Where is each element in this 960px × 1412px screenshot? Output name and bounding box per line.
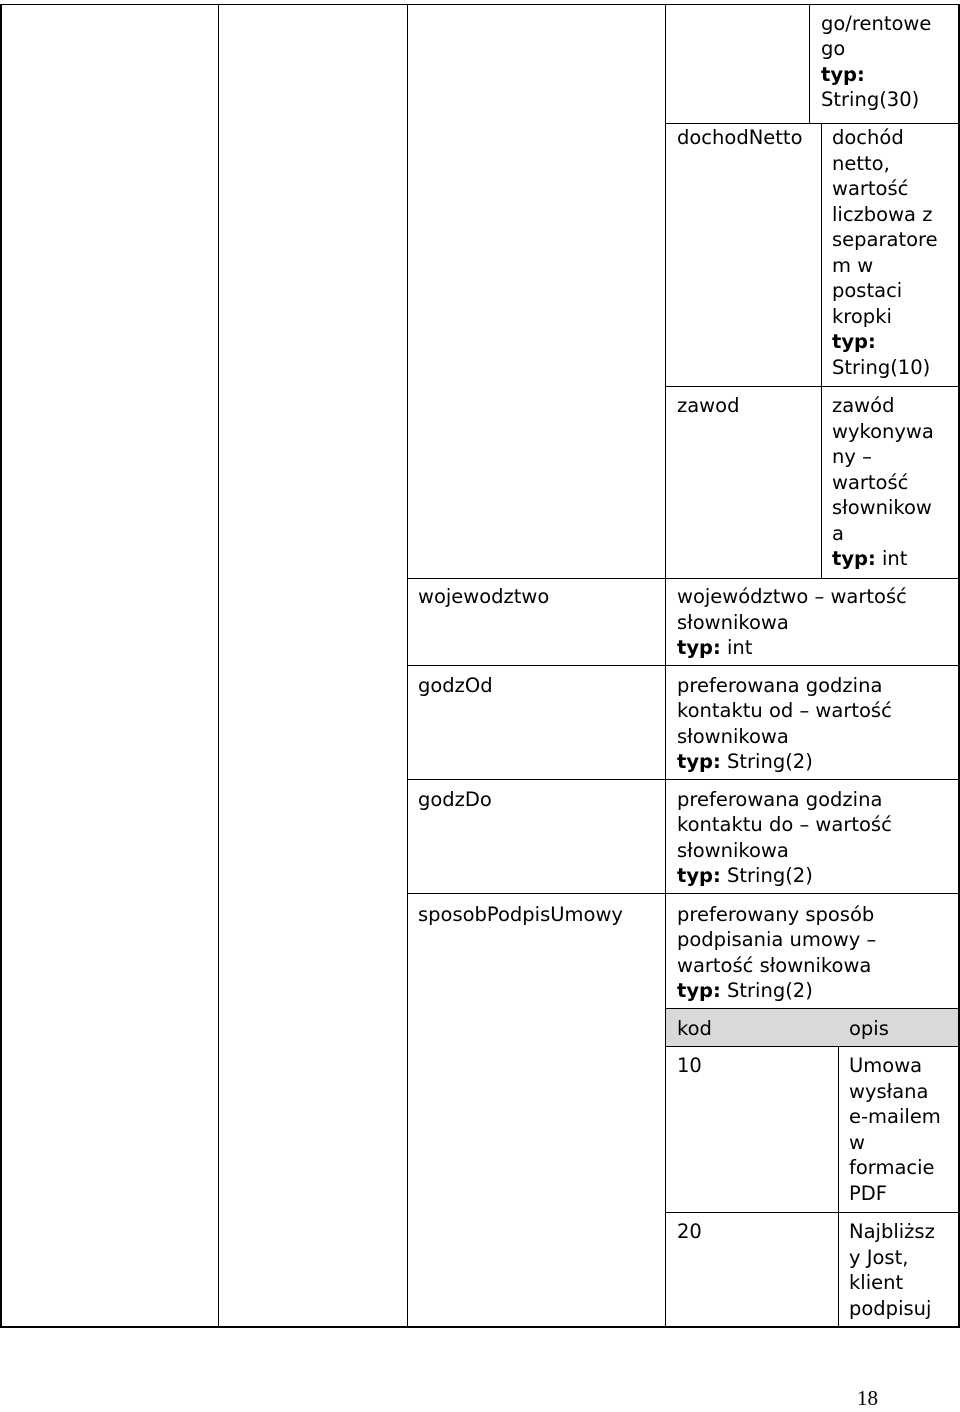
field-desc: liczbowa z	[832, 203, 933, 226]
field-desc: zawód	[832, 394, 895, 417]
field-desc: wykonywa	[832, 420, 934, 443]
type-value-text: int	[882, 547, 908, 570]
field-desc: preferowana godzina	[677, 674, 883, 697]
grid-line	[407, 665, 960, 666]
field-desc: województwo – wartość	[677, 585, 907, 608]
code-desc: PDF	[849, 1182, 887, 1205]
type-label: typ:	[677, 750, 721, 773]
type-value	[677, 635, 752, 661]
grid-line	[407, 578, 960, 579]
field-name: dochodNetto	[677, 126, 803, 149]
code-desc: e-mailem	[849, 1105, 941, 1128]
page-number: 18	[857, 1386, 878, 1410]
field-name: godzDo	[418, 788, 492, 811]
field-desc: ny –	[832, 445, 872, 468]
code-desc: wysłana	[849, 1080, 929, 1103]
field-desc: słownikowa	[677, 611, 789, 634]
grid-line	[407, 779, 960, 780]
grid-line	[665, 386, 960, 387]
grid-line	[665, 1212, 960, 1213]
type-label: typ:	[832, 547, 876, 570]
field-desc: wartość słownikowa	[677, 954, 872, 977]
grid-line	[407, 893, 960, 894]
subtable-header-kod: kod	[677, 1017, 712, 1040]
type-label: typ:	[677, 636, 721, 659]
cell-text: go/rentowe	[821, 12, 932, 35]
type-label: typ:	[821, 63, 865, 86]
field-name: wojewodztwo	[418, 585, 550, 608]
field-desc: preferowana godzina	[677, 788, 883, 811]
field-desc: preferowany sposób	[677, 903, 875, 926]
field-name: godzOd	[418, 674, 493, 697]
field-name: sposobPodpisUmowy	[418, 903, 623, 926]
type-value-text: String(2)	[727, 864, 813, 887]
code-desc: Umowa	[849, 1054, 923, 1077]
code-desc: klient	[849, 1271, 904, 1294]
code-value: 20	[677, 1220, 702, 1243]
grid-line	[218, 4, 219, 1327]
field-name: zawod	[677, 394, 740, 417]
type-label: typ:	[677, 864, 721, 887]
grid-line	[0, 4, 2, 1327]
type-value	[677, 863, 813, 889]
field-desc: wartość	[832, 471, 909, 494]
code-desc: formacie	[849, 1156, 935, 1179]
grid-line	[665, 123, 960, 124]
code-desc: y Jost,	[849, 1246, 909, 1269]
grid-line	[821, 124, 822, 578]
type-value	[832, 546, 907, 572]
field-desc: postaci	[832, 279, 903, 302]
grid-line	[809, 4, 810, 124]
code-desc: w	[849, 1131, 865, 1154]
field-desc: a	[832, 522, 844, 545]
field-desc: separatore	[832, 228, 938, 251]
code-desc: Najbliższ	[849, 1220, 935, 1243]
subtable-header-opis: opis	[849, 1017, 889, 1040]
grid-line	[665, 1046, 960, 1047]
type-value	[677, 978, 813, 1004]
cell-text: go	[821, 37, 846, 60]
field-desc: netto,	[832, 152, 890, 175]
grid-line	[838, 1008, 839, 1327]
type-label: typ:	[832, 330, 876, 353]
field-desc: kontaktu do – wartość	[677, 813, 892, 836]
type-value-text: String(2)	[727, 750, 813, 773]
grid-line	[0, 4, 960, 5]
type-value-text: String(2)	[727, 979, 813, 1002]
field-desc: słownikow	[832, 496, 932, 519]
field-desc: kontaktu od – wartość	[677, 699, 892, 722]
grid-line	[0, 1326, 960, 1328]
code-desc: podpisuj	[849, 1297, 932, 1320]
type-value: String(30)	[821, 88, 920, 111]
field-desc: m w	[832, 254, 874, 277]
type-value: String(10)	[832, 356, 931, 379]
type-value-text: int	[727, 636, 753, 659]
field-desc: słownikowa	[677, 725, 789, 748]
field-desc: kropki	[832, 305, 892, 328]
field-desc: podpisania umowy –	[677, 928, 877, 951]
field-desc: dochód	[832, 126, 904, 149]
field-desc: słownikowa	[677, 839, 789, 862]
type-value	[677, 749, 813, 775]
field-desc: wartość	[832, 177, 909, 200]
type-label: typ:	[677, 979, 721, 1002]
code-value: 10	[677, 1054, 702, 1077]
